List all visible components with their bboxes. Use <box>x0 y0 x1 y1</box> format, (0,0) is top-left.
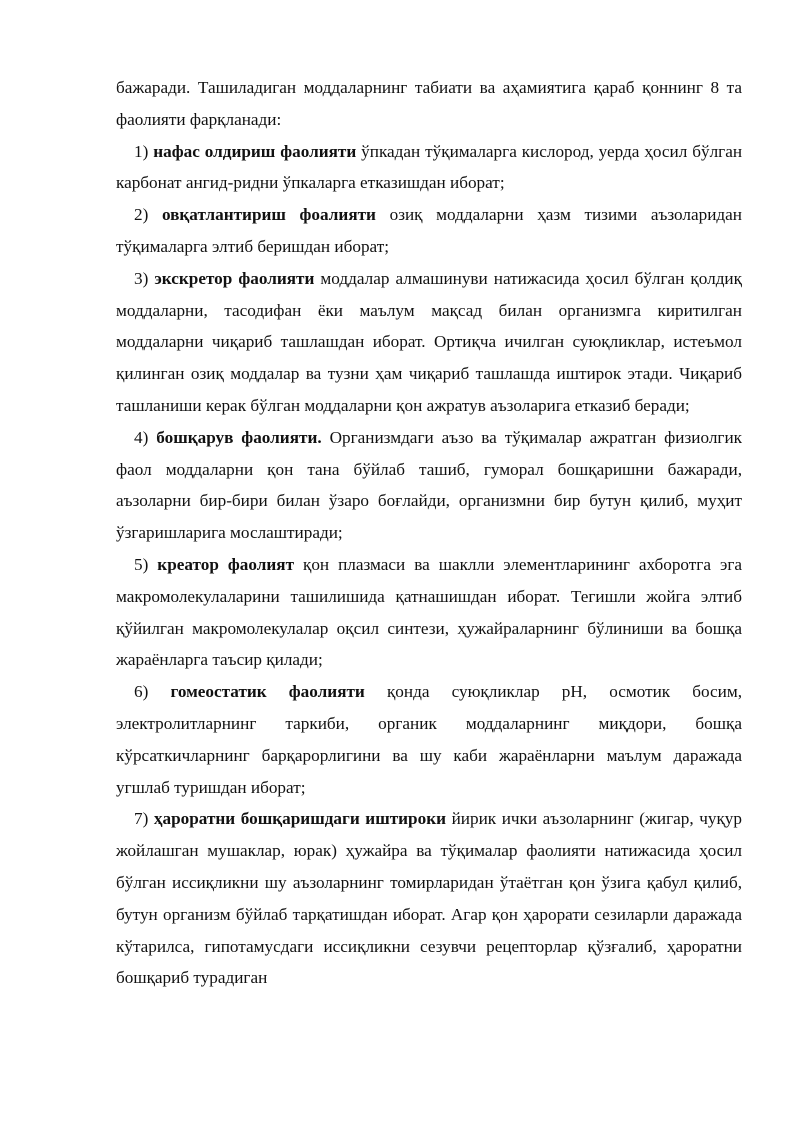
item-title: креатор фаолият <box>157 554 295 574</box>
item-number: 7) <box>134 809 149 829</box>
item-text: озиқ моддаларни ҳазм тизими аъзоларидан тўқималарга элтиб беришдан иборат; <box>116 205 742 256</box>
item-number: 2) <box>134 205 149 225</box>
item-number: 4) <box>134 427 149 447</box>
item-text: ўпкадан тўқималарга кислород, уерда ҳосил бўлган карбонат ангид-ридни ўпкаларга етказишдан иборат; <box>116 141 743 193</box>
item-title: ҳароратни бошқаришдаги иштироки <box>153 809 447 829</box>
document-page <box>116 72 742 994</box>
item-number: 6) <box>134 682 149 702</box>
list-item-3 <box>116 263 742 422</box>
list-item-7 <box>116 803 742 994</box>
item-number: 5) <box>134 554 149 574</box>
list-item-2 <box>116 199 742 263</box>
item-number: 1) <box>134 141 149 161</box>
item-title: нафас олдириш фаолияти <box>153 141 357 161</box>
item-text: йирик ички аъзоларнинг (жигар, чуқур жойлашган мушаклар, юрак) ҳужайра ва тўқималар фаолияти натижасида ҳосил бўлган иссиқликни шу аъзоларнинг томирларидан ўтаётган қон ўзига қабул қилиб, бутун организм бўйлаб тарқатишдан иборат. Агар қон ҳарорати сезиларли даражада кўтарилса, гипотамусдаги иссиқликни сезувчи рецепторлар қўзғалиб, ҳароратни бошқариб турадиган <box>116 809 742 988</box>
item-text: Организмдаги аъзо ва тўқималар ажратган физиолгик фаол моддаларни қон тана бўйлаб ташиб, гуморал бошқаришни бажаради, аъзоларни бир-бири билан ўзаро боғлайди, организмни бир бутун қилиб, муҳит ўзгаришларига мослаштиради; <box>116 427 743 543</box>
list-item-4 <box>116 422 742 549</box>
item-number: 3) <box>134 268 149 288</box>
item-title: гомеостатик фаолияти <box>170 682 365 702</box>
list-item-5 <box>116 549 742 676</box>
intro-paragraph: бажаради. Ташиладиган моддаларнинг табиати ва аҳамиятига қараб қоннинг 8 та фаолияти фарқланади: <box>116 78 742 129</box>
item-text: моддалар алмашинуви натижасида ҳосил бўлган қолдиқ моддаларни, тасодифан ёки маълум мақсад билан организмга киритилган моддаларни чиқариб ташлашдан иборат. Ортиқча ичилган суюқликлар, истеъмол қилинган озиқ моддалар ва тузни ҳам чиқариб ташлашда иштирок этади. Чиқариб ташланиши керак бўлган моддаларни қон ажратув аъзоларига етказиб беради; <box>116 268 742 415</box>
list-item-1 <box>116 136 742 200</box>
item-title: овқатлантириш фоалияти <box>161 205 376 225</box>
item-text: қон плазмаси ва шаклли элементларининг ахборотга эга макромолекулаларини ташилишида қатнашишдан иборат. Тегишли жойга элтиб қўйилган макромолекулалар оқсил синтези, ҳужайраларнинг бўлиниши ва бошқа жараёнларга таъсир қилади; <box>116 554 742 670</box>
item-title: экскретор фаолияти <box>154 268 315 288</box>
item-text: қонда суюқликлар рН, осмотик босим, электролитларнинг таркиби, органик моддаларнинг миқдори, бошқа кўрсаткичларнинг барқарорлигини ва шу каби жараёнларни маълум даражада угшлаб туришдан иборат; <box>116 682 743 797</box>
item-title: бошқарув фаолияти. <box>156 427 322 447</box>
list-item-6 <box>116 676 742 803</box>
